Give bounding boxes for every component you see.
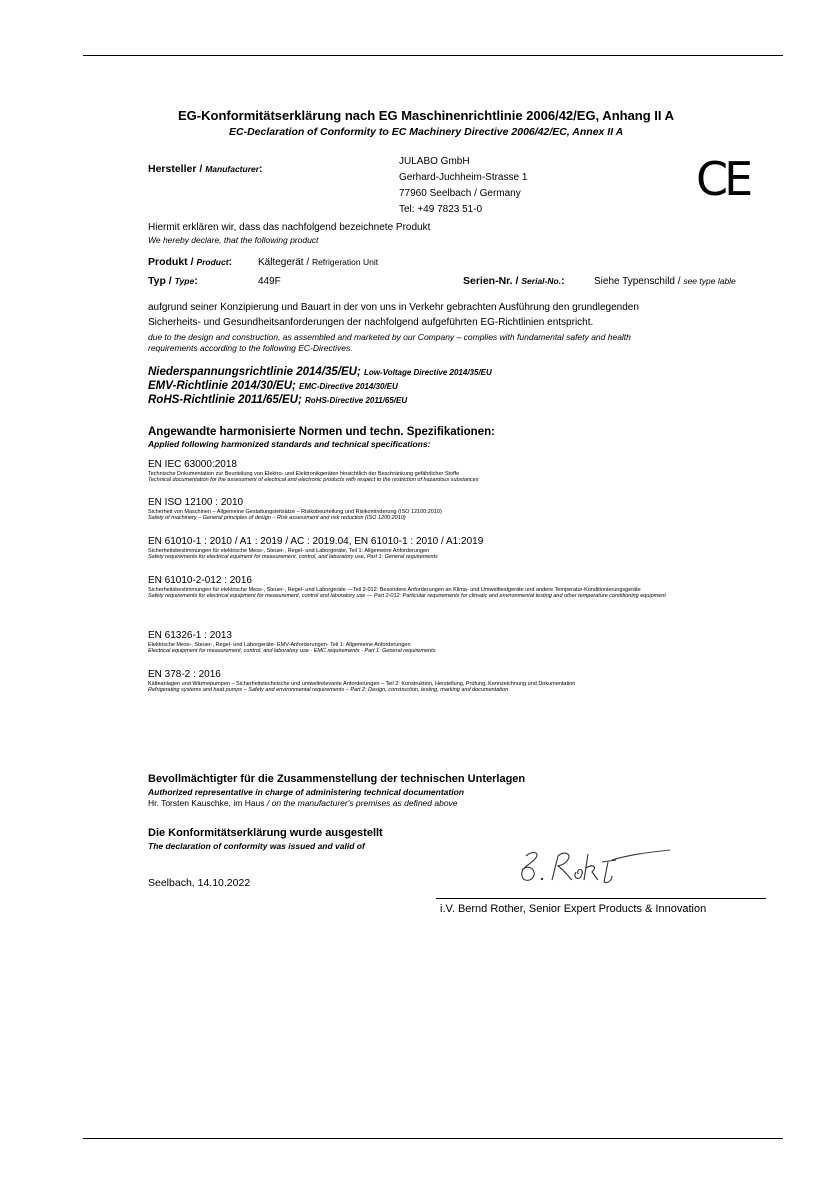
standard-desc-en: Safety requirements for electrical equiment for measurement, control, and laboratory use, Part 1: General requirements [148, 553, 438, 560]
standard-en-iec-63000 [148, 459, 758, 483]
header-rule [83, 55, 783, 56]
standard-en-61010-2-012 [148, 575, 758, 599]
standard-code: EN 61010-1 : 2010 / A1 : 2019 / AC : 2019.04, EN 61010-1 : 2010 / A1:2019 [148, 536, 484, 547]
directive-emc-en: EMC-Directive 2014/30/EU [299, 382, 398, 391]
standard-en-61326-1 [148, 630, 758, 654]
manufacturer-street: Gerhard-Juchheim-Strasse 1 [399, 172, 528, 183]
directive-rohs-en: RoHS-Directive 2011/65/EU [305, 396, 408, 405]
standard-desc-de: Sicherheitsbestimmungen für elektrische Mess-, Steuer-, Regel- und Laborgeräte —Teil 2-012: Besondere Anforderungen an Klima- und Umwelttestgeräte und andere Temperatur-Konditionierungsgeräte [148, 586, 641, 593]
declaration-de: Hiermit erklären wir, dass das nachfolgend bezeichnete Produkt [148, 222, 431, 233]
standard-desc-de: Technische Dokumentation zur Beurteilung von Elektro- und Elektronikgeräten hinsichtlich der Beschränkung gefährlicher Stoffe [148, 470, 460, 477]
standard-desc-en: Electrical equipment for measurement, control, and laboratory use · EMC requirements · Part 1: General requirements [148, 647, 436, 654]
type-label-de: Typ / [148, 275, 172, 287]
standard-en-61010-1 [148, 536, 758, 560]
standard-code: EN 61010-2-012 : 2016 [148, 575, 252, 586]
compliance-de-line-2: Sicherheits- und Gesundheitsanforderungen der nachfolgend aufgeführten EG-Richtlinien entspricht. [148, 317, 594, 328]
directive-emc [148, 380, 398, 392]
standard-desc-en: Technical documentation for the assessment of electrical and electronic products with respect to the restriction of hazardous substances [148, 476, 479, 483]
standard-code: EN 61326-1 : 2013 [148, 630, 232, 641]
standard-en-iso-12100 [148, 497, 758, 521]
type-value: 449F [258, 276, 281, 287]
manufacturer-address [399, 154, 527, 218]
product-value-de: Kältegerät / [258, 257, 310, 268]
standard-desc-de: Kälteanlagen und Wärmepumpen – Sicherheitstechnische und umweltrelevante Anforderungen – Teil 2: Konstruktion, Herstellung, Prüfung, Kennzeichnung und Dokumentation [148, 680, 576, 687]
standard-desc-en: Safety of machinery – General principles of design – Risk assessment and risk reduction (ISO 1200:2010) [148, 514, 406, 521]
product-label-de: Produkt / [148, 256, 194, 268]
representative-name-en: / on the manufacturer's premises as defined above [266, 798, 458, 808]
type-label-en: Type [174, 276, 195, 286]
compliance-en-line-1: due to the design and construction, as assembled and marketed by our Company – complies with fundamental safety and health [148, 332, 631, 342]
directive-low-voltage [148, 366, 492, 378]
representative-name [148, 798, 458, 808]
serial-value [594, 276, 736, 287]
compliance-en-line-2: requirements according to the following EC-Directives. [148, 343, 353, 353]
standard-code: EN IEC 63000:2018 [148, 459, 237, 470]
issued-subheading: The declaration of conformity was issued and valid of [148, 841, 365, 851]
standard-code: EN 378-2 : 2016 [148, 669, 221, 680]
representative-subheading: Authorized representative in charge of administering technical documentation [148, 787, 464, 797]
directive-rohs-de: RoHS-Richtlinie 2011/65/EU; [148, 394, 302, 406]
issued-place-date: Seelbach, 14.10.2022 [148, 877, 251, 889]
product-label: Produkt / Product: [148, 256, 233, 268]
footer-rule [83, 1138, 783, 1139]
standard-desc-de: Sicherheitsbestimmungen für elektrische Mess-, Steuer-, Regel- und Laborgeräte, Teil 1: Allgemeine Anforderungen [148, 547, 430, 554]
manufacturer-label-de: Hersteller / [148, 163, 203, 175]
standards-subheading: Applied following harmonized standards and technical specifications: [148, 439, 431, 449]
standards-heading: Angewandte harmonisierte Normen und techn. Spezifikationen: [148, 426, 495, 438]
handwritten-signature [512, 846, 672, 890]
directive-rohs [148, 394, 407, 406]
serial-value-de: Siehe Typenschild / [594, 276, 681, 287]
issued-heading: Die Konformitätserklärung wurde ausgestellt [148, 827, 383, 839]
ce-mark-logo: CE [696, 152, 750, 206]
signature-line [436, 898, 766, 899]
manufacturer-city: 77960 Seelbach / Germany [399, 188, 521, 199]
serial-label-en: Serial-No. [521, 276, 562, 286]
document-title: EG-Konformitätserklärung nach EG Maschinenrichtlinie 2006/42/EG, Anhang II A [178, 108, 675, 123]
declaration-en: We hereby declare, that the following product [148, 235, 319, 245]
directive-emc-de: EMV-Richtlinie 2014/30/EU; [148, 380, 296, 392]
standard-desc-de: Sicherheit von Maschinen – Allgemeine Gestaltungsleitsätze – Risikobeurteilung und Risikominderung (ISO 12100:2010) [148, 508, 442, 515]
signatory-name: i.V. Bernd Rother, Senior Expert Products & Innovation [440, 903, 707, 915]
standard-code: EN ISO 12100 : 2010 [148, 497, 244, 508]
standard-en-378-2 [148, 669, 758, 693]
manufacturer-label-en: Manufacturer [205, 164, 260, 174]
serial-label: Serien-Nr. / Serial-No.: [463, 275, 565, 287]
product-value-en: Refrigeration Unit [311, 257, 379, 267]
document-subtitle: EC-Declaration of Conformity to EC Machinery Directive 2006/42/EC, Annex II A [229, 126, 624, 138]
compliance-de-line-1: aufgrund seiner Konzipierung und Bauart in der von uns in Verkehr gebrachten Ausführung den grundlegenden [148, 302, 639, 313]
serial-label-de: Serien-Nr. / [463, 275, 519, 287]
directive-low-voltage-de: Niederspannungsrichtlinie 2014/35/EU; [148, 366, 361, 378]
product-value [258, 257, 378, 268]
manufacturer-label: Hersteller / Manufacturer: [148, 163, 263, 175]
standard-desc-en: Safety requirements for electrical equipment for measurement, control and laboratory use — Part 2-012: Particular requirements for climatic and environmental testing and other temperature conditioning equipment [148, 592, 666, 599]
directive-low-voltage-en: Low-Voltage Directive 2014/35/EU [364, 368, 492, 377]
serial-value-en: see type lable [683, 276, 736, 286]
type-label: Typ / Type: [148, 275, 198, 287]
standard-desc-de: Elektrische Mess-, Steuer-, Regel- und Laborgeräte- EMV-Anforderungen- Teil 1: Allgemeine Anforderungen [148, 641, 411, 648]
representative-name-de: Hr. Torsten Kauschke, im Haus [148, 798, 265, 808]
manufacturer-phone: Tel: +49 7823 51-0 [399, 204, 483, 215]
standard-desc-en: Refrigerating systems and heat pumps – Safety and environmental requirements – Part 2: Design, construction, testing, marking and documentation [148, 686, 509, 693]
product-label-en: Product [196, 257, 229, 267]
manufacturer-name: JULABO GmbH [399, 156, 470, 167]
representative-heading: Bevollmächtigter für die Zusammenstellung der technischen Unterlagen [148, 773, 526, 785]
